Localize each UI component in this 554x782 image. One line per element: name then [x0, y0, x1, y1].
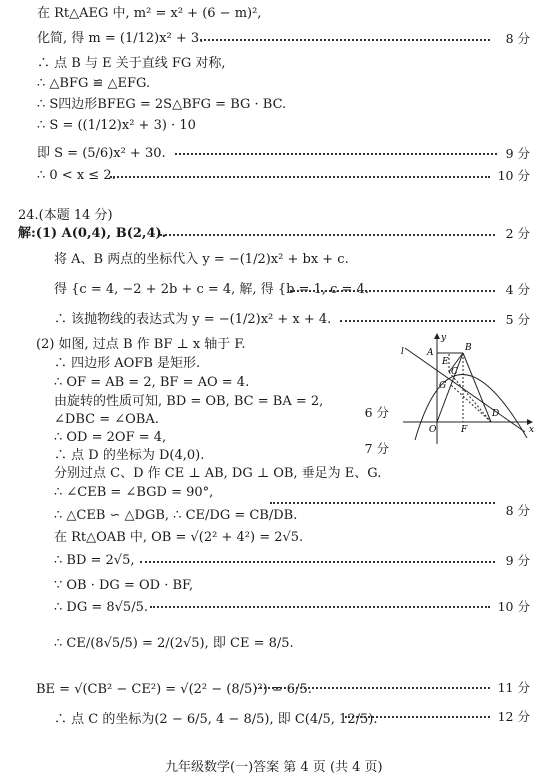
- question-24-heading: 24.(本题 14 分): [18, 208, 113, 223]
- dot-leader: [160, 234, 495, 236]
- label-c: C: [451, 367, 458, 377]
- segment-bd: [463, 353, 491, 422]
- dot-leader: [110, 176, 490, 178]
- label-b: B: [465, 343, 472, 353]
- line-25: ∴ BD = 2√5,: [54, 553, 135, 568]
- score-10a: 10 分: [497, 168, 530, 183]
- line-28: ∴ CE/(8√5/5) = 2/(2√5), 即 CE = 8/5.: [54, 636, 294, 651]
- label-y: y: [441, 333, 447, 343]
- line-16: ∴ OF = AB = 2, BF = AO = 4.: [54, 375, 250, 390]
- line-1: 在 Rt△AEG 中, m² = x² + (6 − m)²,: [37, 6, 262, 21]
- label-f: F: [461, 425, 468, 435]
- line-20: ∴ 点 D 的坐标为 D(4,0).: [54, 448, 205, 463]
- line-10: 解:(1) A(0,4), B(2,4).: [18, 226, 167, 241]
- score-10b: 10 分: [497, 599, 530, 614]
- y-axis-arrow: [434, 333, 440, 339]
- line-4: ∴ △BFG ≌ △EFG.: [37, 76, 151, 91]
- line-7: 即 S = (5/6)x² + 30.: [37, 146, 166, 161]
- dot-leader: [270, 502, 495, 504]
- line-6: ∴ S = ((1/12)x² + 3) · 10: [37, 118, 196, 133]
- score-2: 2 分: [505, 226, 530, 241]
- geometry-figure: [395, 330, 540, 448]
- line-5: ∴ S四边形BFEG = 2S△BFG = BG · BC.: [37, 97, 287, 112]
- score-7: 7 分: [364, 441, 389, 456]
- score-9b: 9 分: [505, 553, 530, 568]
- label-l: l: [401, 347, 404, 357]
- line-18: ∠DBC = ∠OBA.: [54, 412, 159, 427]
- line-12: 得 {c = 4, −2 + 2b + c = 4, 解, 得 {b = 1, c = 4.: [54, 282, 369, 297]
- score-6: 6 分: [364, 405, 389, 420]
- score-5: 5 分: [505, 312, 530, 327]
- dot-leader: [255, 687, 490, 689]
- line-30: ∴ 点 C 的坐标为(2 − 6/5, 4 − 8/5), 即 C(4/5, 12/5).: [54, 712, 378, 727]
- label-g: G: [439, 381, 447, 391]
- score-8b: 8 分: [505, 503, 530, 518]
- score-8a: 8 分: [505, 31, 530, 46]
- line-23: ∴ △CEB ∽ △DGB, ∴ CE/DG = CB/DB.: [54, 508, 298, 523]
- page-footer: 九年级数学(一)答案 第 4 页 (共 4 页): [165, 760, 383, 775]
- dot-leader: [345, 716, 490, 718]
- dot-leader: [200, 39, 490, 41]
- score-12: 12 分: [497, 709, 530, 724]
- line-14: (2) 如图, 过点 B 作 BF ⊥ x 轴于 F.: [36, 337, 246, 352]
- line-26: ∵ OB · DG = OD · BF,: [54, 578, 194, 593]
- line-8: ∴ 0 < x ≤ 2.: [37, 168, 116, 183]
- line-24: 在 Rt△OAB 中, OB = √(2² + 4²) = 2√5.: [54, 530, 304, 545]
- line-15: ∴ 四边形 AOFB 是矩形.: [54, 356, 201, 371]
- line-11: 将 A、B 两点的坐标代入 y = −(1/2)x² + bx + c.: [54, 252, 349, 267]
- line-19: ∴ OD = 2OF = 4,: [54, 430, 167, 445]
- line-2: 化简, 得 m = (1/12)x² + 3.: [37, 31, 204, 46]
- line-22: ∴ ∠CEB = ∠BGD = 90°,: [54, 485, 214, 500]
- score-11: 11 分: [497, 680, 530, 695]
- line-l: [405, 348, 525, 432]
- dot-leader: [140, 561, 495, 563]
- dot-leader: [150, 606, 490, 608]
- dot-leader: [290, 290, 495, 292]
- label-o: O: [429, 425, 437, 435]
- score-4: 4 分: [505, 282, 530, 297]
- line-17: 由旋转的性质可知, BD = OB, BC = BA = 2,: [54, 394, 324, 409]
- score-9a: 9 分: [505, 146, 530, 161]
- dot-leader: [340, 320, 495, 322]
- line-3: ∴ 点 B 与 E 关于直线 FG 对称,: [37, 56, 226, 71]
- label-x: x: [529, 425, 535, 435]
- line-13: ∴ 该抛物线的表达式为 y = −(1/2)x² + x + 4.: [54, 312, 332, 327]
- dot-leader: [175, 153, 497, 155]
- segment-cd: [449, 372, 491, 422]
- line-29: BE = √(CB² − CE²) = √(2² − (8/5)²) = 6/5.: [36, 682, 312, 697]
- label-a: A: [427, 348, 434, 358]
- line-27: ∴ DG = 8√5/5.: [54, 600, 148, 615]
- label-e: E: [442, 357, 449, 367]
- line-21: 分别过点 C、D 作 CE ⊥ AB, DG ⊥ OB, 垂足为 E、G.: [54, 466, 382, 481]
- label-d: D: [492, 409, 500, 419]
